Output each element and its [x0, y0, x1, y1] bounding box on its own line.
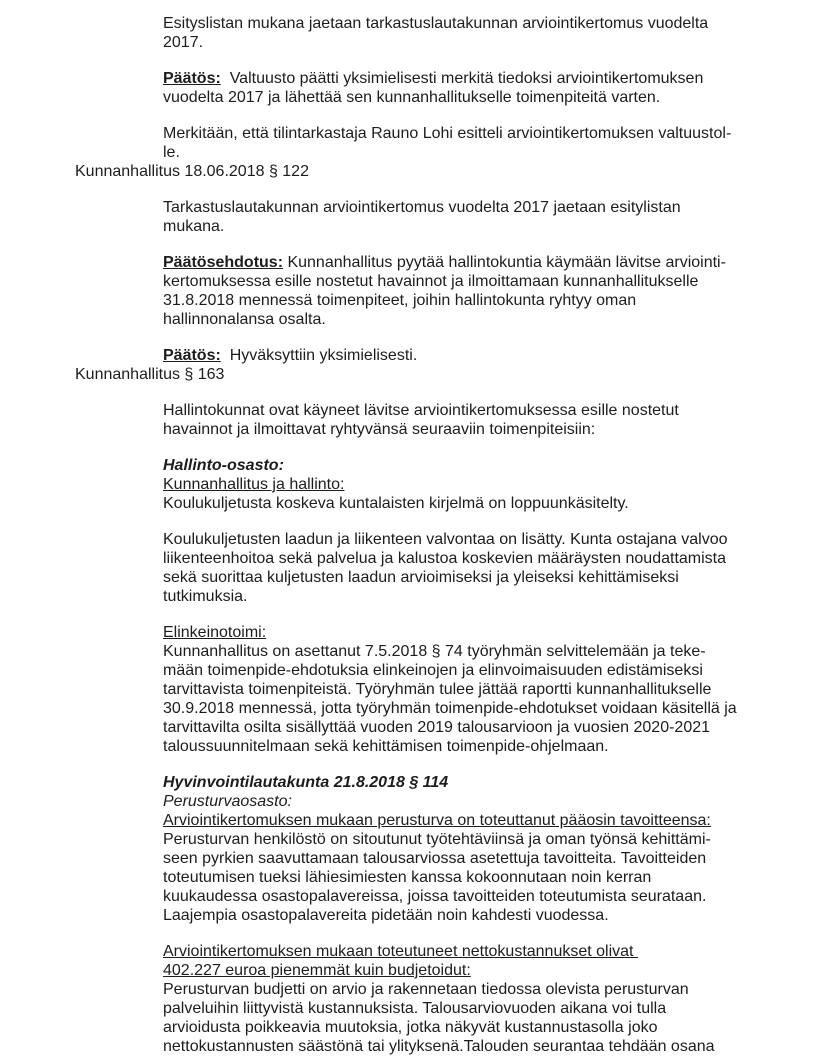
- text-line: [163, 792, 776, 811]
- text-line: [163, 291, 776, 310]
- text-line: [163, 346, 776, 365]
- text-run: seen pyrkien saavuttamaan talousarviossa asetettuja tavoitteita. Tavoitteiden: [163, 850, 707, 867]
- decision-proposal-label: Päätösehdotus:: [163, 254, 284, 271]
- board-reference-line: [75, 162, 776, 181]
- text-run: Hallintokunnat ovat käyneet lävitse arviointikertomuksessa esille nostetut: [163, 402, 679, 419]
- text-run: toteutumisen tueksi lähiesimiesten kanssa kokoonnutaan noin kerran: [163, 869, 652, 886]
- paragraph: [163, 346, 776, 365]
- text-line: [163, 999, 776, 1018]
- text-line: [75, 365, 776, 384]
- text-run: Kunnanhallitus 18.06.2018 § 122: [75, 163, 309, 180]
- text-run: hallinnonalansa osalta.: [163, 311, 326, 328]
- statement-heading: Arviointikertomuksen mukaan perusturva on toteuttanut pääosin tavoitteensa:: [163, 812, 711, 829]
- text-line: [163, 420, 776, 439]
- text-line: [163, 849, 776, 868]
- text-run: taloussuunnitelmaan sekä kehittämisen toimenpide-ohjelmaan.: [163, 738, 609, 755]
- text-run: sekä suorittaa kuljetusten laadun arvioimiseksi ja yleiseksi kehittämiseksi: [163, 569, 679, 586]
- text-line: [163, 661, 776, 680]
- text-line: [163, 253, 776, 272]
- text-line: [163, 811, 776, 830]
- statement-heading: Arviointikertomuksen mukaan toteutuneet nettokustannukset olivat: [163, 943, 638, 960]
- text-run: palveluihin liittyvistä kustannuksista. Talousarviovuoden aikana voi tulla: [163, 1000, 667, 1017]
- text-line: [163, 642, 776, 661]
- paragraph: [163, 773, 776, 925]
- decision-label: Päätös:: [163, 347, 221, 364]
- text-line: [163, 568, 776, 587]
- text-line: [163, 680, 776, 699]
- text-line: [163, 124, 776, 143]
- paragraph: [163, 530, 776, 606]
- text-run: nettokustannusten säästönä tai ylityksenä.Talouden seurantaa tehdään osana: [163, 1038, 715, 1055]
- text-line: [163, 198, 776, 217]
- paragraph: [163, 69, 776, 107]
- text-line: [163, 33, 776, 52]
- text-run: mukana.: [163, 218, 225, 235]
- text-line: [163, 868, 776, 887]
- paragraph: [163, 942, 776, 1056]
- text-run: Esityslistan mukana jaetaan tarkastuslautakunnan arviointikertomus vuodelta: [163, 15, 709, 32]
- text-line: [163, 737, 776, 756]
- text-line: [163, 718, 776, 737]
- text-line: [163, 88, 776, 107]
- text-line: [163, 530, 776, 549]
- text-run: Koulukuljetusta koskeva kuntalaisten kirjelmä on loppuunkäsitelty.: [163, 495, 629, 512]
- paragraph: [163, 253, 776, 329]
- text-line: [163, 310, 776, 329]
- text-line: [163, 961, 776, 980]
- text-run: Tarkastuslautakunnan arviointikertomus vuodelta 2017 jaetaan esitylistan: [163, 199, 681, 216]
- text-line: [163, 14, 776, 33]
- text-run: Hyväksyttiin yksimielisesti.: [220, 347, 418, 364]
- subsection-heading: Kunnanhallitus ja hallinto:: [163, 476, 345, 493]
- text-line: [163, 942, 776, 961]
- paragraph: [163, 124, 776, 162]
- text-run: 30.9.2018 mennessä, jotta työryhmän toimenpide-ehdotukset voidaan käsitellä ja: [163, 700, 737, 717]
- text-run: kuukaudessa osastopalavereissa, joissa tavoitteiden toteutumista seurataan.: [163, 888, 707, 905]
- text-line: [163, 830, 776, 849]
- text-line: [163, 272, 776, 291]
- text-run: Valtuusto päätti yksimielisesti merkitä tiedoksi arviointikertomuksen: [220, 70, 704, 87]
- text-run: arvioidusta poikkeavia muutoksia, jotka näkyvät kustannustasolla joko: [163, 1019, 658, 1036]
- subsection-heading: Perusturvaosasto:: [163, 793, 292, 810]
- text-run: Merkitään, että tilintarkastaja Rauno Lohi esitteli arviointikertomuksen valtuustol-: [163, 125, 732, 142]
- board-reference-line: [75, 365, 776, 384]
- text-line: [163, 401, 776, 420]
- text-line: [163, 587, 776, 606]
- subsection-heading: Elinkeinotoimi:: [163, 624, 267, 641]
- text-run: 2017.: [163, 34, 204, 51]
- decision-label: Päätös:: [163, 70, 221, 87]
- text-run: Kunnanhallitus § 163: [75, 366, 225, 383]
- text-line: [163, 549, 776, 568]
- text-run: liikenteenhoitoa sekä palvelua ja kalustoa koskevien määräysten noudattamista: [163, 550, 727, 567]
- text-run: tarvittavilta osilta sisällyttää vuoden 2019 talousarvioon ja vuosien 2020-2021: [163, 719, 711, 736]
- section-heading: Hallinto-osasto:: [163, 457, 284, 474]
- text-line: [163, 1037, 776, 1056]
- text-line: [163, 217, 776, 236]
- paragraph: [163, 14, 776, 52]
- text-line: [75, 162, 776, 181]
- text-run: le.: [163, 144, 180, 161]
- text-line: [163, 1018, 776, 1037]
- paragraph: [163, 401, 776, 439]
- text-run: Perusturvan henkilöstö on sitoutunut työtehtäviinsä ja oman työnsä kehittämi-: [163, 831, 711, 848]
- text-line: [163, 980, 776, 999]
- paragraph: [163, 623, 776, 756]
- text-run: Kunnanhallitus pyytää hallintokuntia käymään lävitse arviointi-: [283, 254, 726, 271]
- paragraph: [163, 456, 776, 513]
- text-line: [163, 456, 776, 475]
- text-line: [163, 143, 776, 162]
- text-run: Laajempia osastopalavereita pidetään noin kahdesti vuodessa.: [163, 907, 609, 924]
- text-line: [163, 623, 776, 642]
- text-run: kertomuksessa esille nostetut havainnot ja ilmoittamaan kunnanhallitukselle: [163, 273, 699, 290]
- text-run: Perusturvan budjetti on arvio ja rakennetaan tiedossa olevista perusturvan: [163, 981, 689, 998]
- text-run: havainnot ja ilmoittavat ryhtyvänsä seuraaviin toimenpiteisiin:: [163, 421, 596, 438]
- text-line: [163, 887, 776, 906]
- text-run: mään toimenpide-ehdotuksia elinkeinojen ja elinvoimaisuuden edistämiseksi: [163, 662, 703, 679]
- paragraph: [163, 198, 776, 236]
- text-line: [163, 69, 776, 88]
- text-line: [163, 906, 776, 925]
- text-run: tutkimuksia.: [163, 588, 248, 605]
- text-line: [163, 494, 776, 513]
- statement-heading: 402.227 euroa pienemmät kuin budjetoidut:: [163, 962, 471, 979]
- text-run: vuodelta 2017 ja lähettää sen kunnanhallitukselle toimenpiteitä varten.: [163, 89, 661, 106]
- text-line: [163, 699, 776, 718]
- text-run: 31.8.2018 mennessä toimenpiteet, joihin hallintokunta ryhtyy oman: [163, 292, 637, 309]
- section-heading: Hyvinvointilautakunta 21.8.2018 § 114: [163, 774, 449, 791]
- text-run: tarvittavista toimenpiteistä. Työryhmän tulee jättää raportti kunnanhallitukselle: [163, 681, 712, 698]
- text-run: Kunnanhallitus on asettanut 7.5.2018 § 74 työryhmän selvittelemään ja teke-: [163, 643, 706, 660]
- text-run: Koulukuljetusten laadun ja liikenteen valvontaa on lisätty. Kunta ostajana valvoo: [163, 531, 728, 548]
- text-line: [163, 773, 776, 792]
- text-line: [163, 475, 776, 494]
